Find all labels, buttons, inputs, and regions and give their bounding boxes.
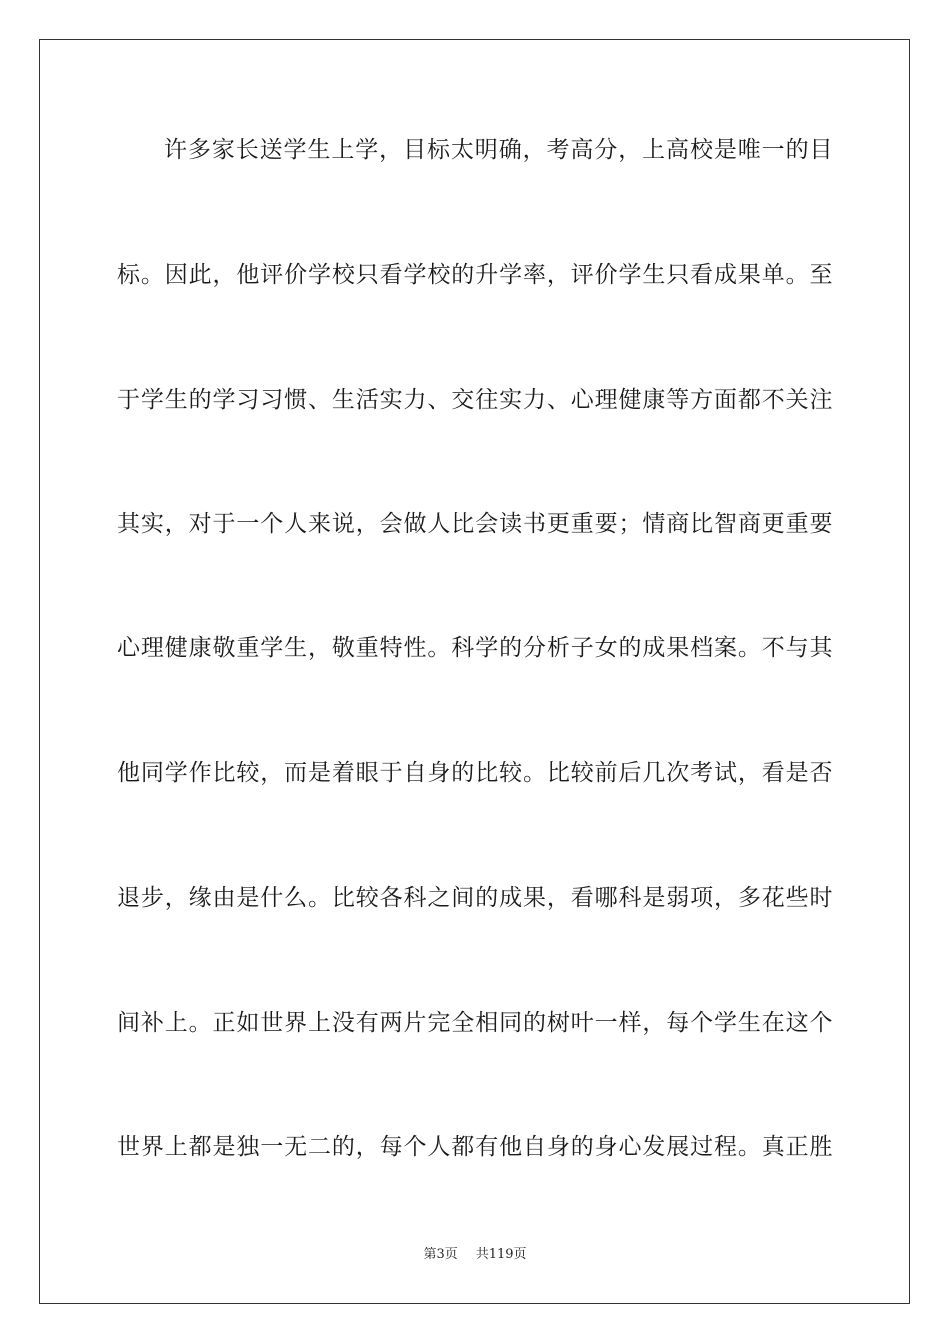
total-pages: 共119页	[475, 1247, 527, 1262]
text-line-5: 心理健康敬重学生，敬重特性。科学的分析子女的成果档案。不与其	[117, 635, 833, 661]
text-line-6: 他同学作比较，而是着眼于自身的比较。比较前后几次考试，看是否	[117, 760, 833, 786]
page-footer	[0, 1246, 950, 1264]
text-line-1: 许多家长送学生上学，目标太明确，考高分，上高校是唯一的目	[164, 137, 833, 163]
page-number: 第3页	[423, 1247, 458, 1262]
text-line-9: 世界上都是独一无二的，每个人都有他自身的身心发展过程。真正胜	[117, 1134, 833, 1160]
page-border	[39, 39, 910, 1304]
text-line-2: 标。因此，他评价学校只看学校的升学率，评价学生只看成果单。至	[117, 262, 833, 288]
text-line-3: 于学生的学习习惯、生活实力、交往实力、心理健康等方面都不关注	[117, 387, 833, 413]
text-line-8: 间补上。正如世界上没有两片完全相同的树叶一样，每个学生在这个	[117, 1010, 833, 1036]
text-line-4: 其实，对于一个人来说，会做人比会读书更重要；情商比智商更重要	[117, 511, 833, 537]
text-line-7: 退步，缘由是什么。比较各科之间的成果，看哪科是弱项，多花些时	[117, 885, 833, 911]
